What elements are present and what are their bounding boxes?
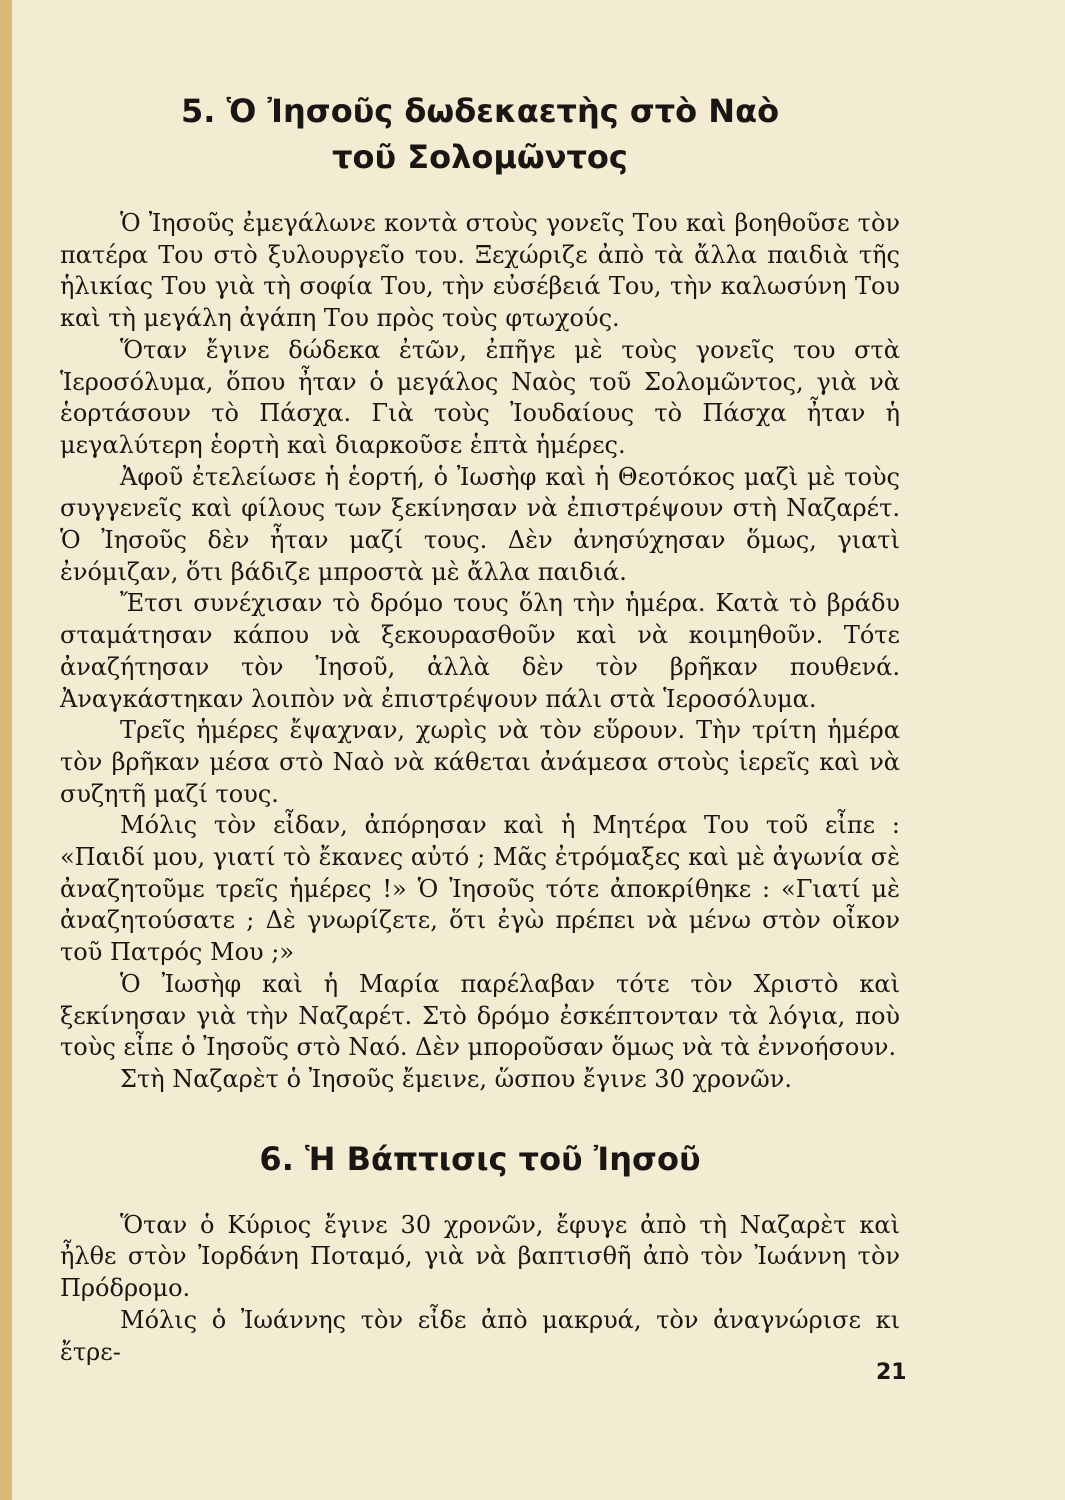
section-6-title: 6. Ἡ Βάπτισις τοῦ Ἰησοῦ bbox=[259, 1139, 701, 1178]
paragraph: Μόλις τὸν εἶδαν, ἀπόρησαν καὶ ἡ Μητέρα Του τοῦ εἶπε : «Παιδί μου, γιατί τὸ ἔκανες αὐτό ; Μᾶς ἐτρόμαξες καὶ μὲ ἀγωνία σὲ ἀναζητοῦμε τρεῖς ἡμέρες !» Ὁ Ἰησοῦς τότε ἀποκρίθηκε : «Γιατί μὲ ἀναζητούσατε ; Δὲ γνωρίζετε, ὅτι ἐγὼ πρέπει νὰ μένω στὸν οἶκον τοῦ Πατρός Μου ;» bbox=[60, 811, 900, 967]
section-5-title bbox=[60, 88, 900, 180]
paragraph: Ὁ Ἰησοῦς ἐμεγάλωνε κοντὰ στοὺς γονεῖς Του καὶ βοηθοῦσε τὸν πατέρα Του στὸ ξυλουργεῖο του. Ξεχώριζε ἀπὸ τὰ ἄλλα παιδιὰ τῆς ἡλικίας Του γιὰ τὴ σοφία Του, τὴν εὐσέβειά Του, τὴν καλωσύνη Του καὶ τὴ μεγάλη ἀγάπη Του πρὸς τοὺς φτωχούς. bbox=[60, 209, 900, 333]
page-content bbox=[60, 80, 900, 1368]
paragraph: Ἀφοῦ ἐτελείωσε ἡ ἑορτή, ὁ Ἰωσὴφ καὶ ἡ Θεοτόκος μαζὶ μὲ τοὺς συγγενεῖς καὶ φίλους των ξεκίνησαν νὰ ἐπιστρέψουν στὴ Ναζαρέτ. Ὁ Ἰησοῦς δὲν ἦταν μαζί τους. Δὲν ἀνησύχησαν ὅμως, γιατὶ ἐνόμιζαν, ὅτι βάδιζε μπροστὰ μὲ ἄλλα παιδιά. bbox=[60, 462, 900, 586]
paragraph: Μόλις ὁ Ἰωάννης τὸν εἶδε ἀπὸ μακρυά, τὸν ἀναγνώρισε κι ἔτρε- bbox=[60, 1305, 900, 1366]
paragraph: Τρεῖς ἡμέρες ἔψαχναν, χωρὶς νὰ τὸν εὕρουν. Τὴν τρίτη ἡμέρα τὸν βρῆκαν μέσα στὸ Ναὸ νὰ κάθεται ἀνάμεσα στοὺς ἱερεῖς καὶ νὰ συζητῆ μαζί τους. bbox=[60, 716, 900, 808]
paragraph: Ὁ Ἰωσὴφ καὶ ἡ Μαρία παρέλαβαν τότε τὸν Χριστὸ καὶ ξεκίνησαν γιὰ τὴν Ναζαρέτ. Στὸ δρόμο ἐσκέπτονταν τὰ λόγια, ποὺ τοὺς εἶπε ὁ Ἰησοῦς στὸ Ναό. Δὲν μποροῦσαν ὅμως νὰ τὰ ἐννοήσουν. bbox=[60, 969, 900, 1062]
paragraph: Ὅταν ὁ Κύριος ἔγινε 30 χρονῶν, ἔφυγε ἀπὸ τὴ Ναζαρὲτ καὶ ἦλθε στὸν Ἰορδάνη Ποταμό, γιὰ νὰ βαπτισθῆ ἀπὸ τὸν Ἰωάννη τὸν Πρόδρομο. bbox=[60, 1210, 900, 1303]
page-edge bbox=[0, 0, 12, 1500]
page-number: 21 bbox=[876, 1360, 907, 1385]
section-6-body bbox=[60, 1210, 900, 1369]
section-5-body bbox=[60, 208, 900, 1096]
section-5-title-line-1: 5. Ὁ Ἰησοῦς δωδεκαετὴς στὸ Ναὸ bbox=[180, 92, 780, 130]
paragraph: Στὴ Ναζαρὲτ ὁ Ἰησοῦς ἔμεινε, ὥσπου ἔγινε 30 χρονῶν. bbox=[120, 1064, 792, 1093]
section-5-title-line-2: τοῦ Σολομῶντος bbox=[332, 138, 628, 176]
paragraph: Ἔτσι συνέχισαν τὸ δρόμο τους ὅλη τὴν ἡμέρα. Κατὰ τὸ βράδυ σταμάτησαν κάπου νὰ ξεκουρασθοῦν καὶ νὰ κοιμηθοῦν. Τότε ἀναζήτησαν τὸν Ἰησοῦ, ἀλλὰ δὲν τὸν βρῆκαν πουθενά. Ἀναγκάστηκαν λοιπὸν νὰ ἐπιστρέψουν πάλι στὰ Ἱεροσόλυμα. bbox=[60, 589, 900, 713]
paragraph: Ὅταν ἔγινε δώδεκα ἐτῶν, ἐπῆγε μὲ τοὺς γονεῖς του στὰ Ἱεροσόλυμα, ὅπου ἦταν ὁ μεγάλος Ναὸς τοῦ Σολομῶντος, γιὰ νὰ ἑορτάσουν τὸ Πάσχα. Γιὰ τοὺς Ἰουδαίους τὸ Πάσχα ἦταν ἡ μεγαλύτερη ἑορτὴ καὶ διαρκοῦσε ἑπτὰ ἡμέρες. bbox=[60, 335, 900, 459]
